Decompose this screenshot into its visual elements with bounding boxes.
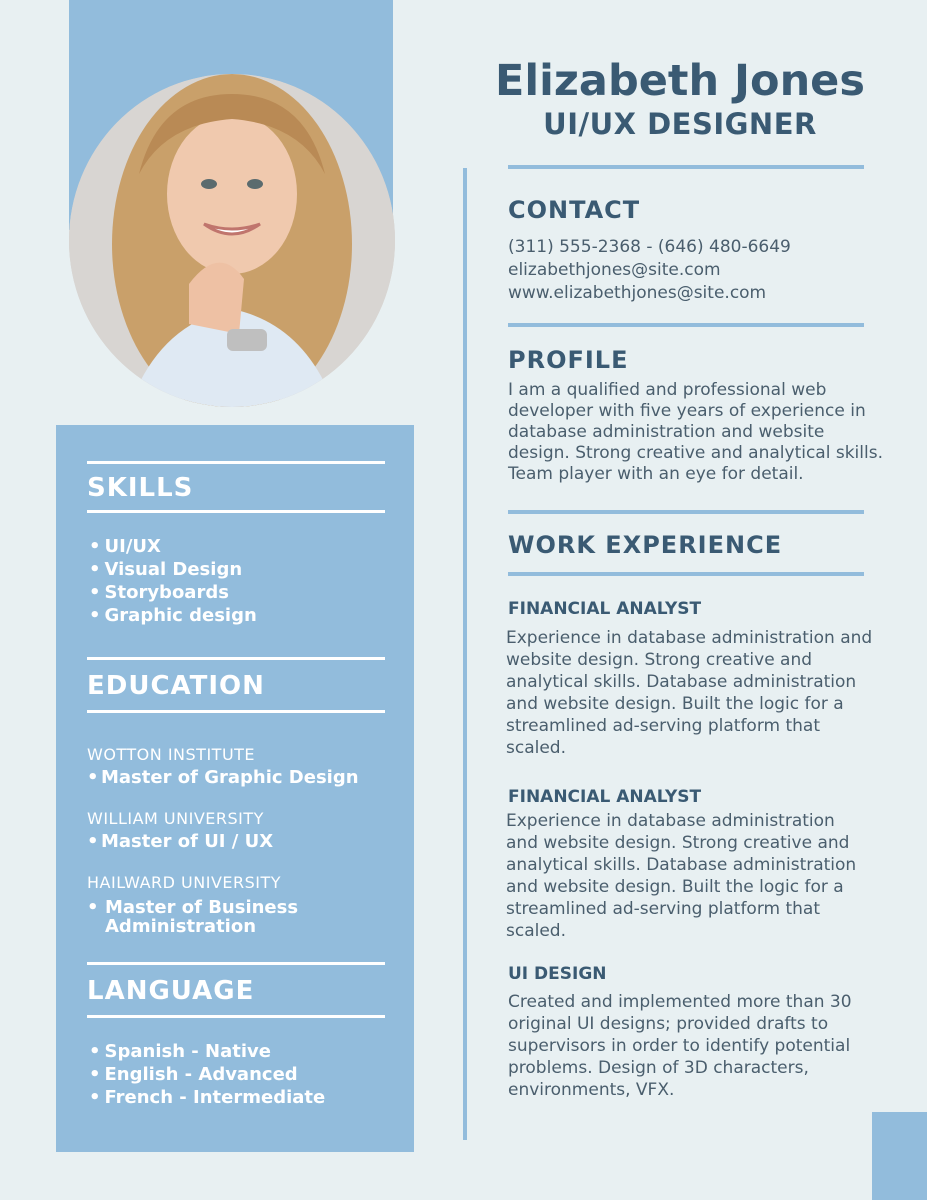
corner-accent-block <box>872 1112 927 1200</box>
contact-website: www.elizabethjones@site.com <box>508 283 767 303</box>
education-degree: • Master of UI / UX <box>87 831 274 852</box>
profile-heading: PROFILE <box>508 346 629 374</box>
job-description: Created and implemented more than 30 original UI designs; provided drafts to supervisors in order to identify potential problems. Design of 3D characters, environments, VFX. <box>508 992 852 1100</box>
work-experience-heading: WORK EXPERIENCE <box>508 531 783 559</box>
education-institution: WILLIAM UNIVERSITY <box>87 809 264 828</box>
divider <box>87 657 385 660</box>
language-item: • English - Advanced <box>89 1063 325 1086</box>
education-institution: HAILWARD UNIVERSITY <box>87 873 282 892</box>
job-description: Experience in database administration and website design. Strong creative and analytical skills. Database administration and website design. Built the logic for a streamlined ad-serving platform that scaled. <box>506 811 857 941</box>
divider <box>87 461 385 464</box>
divider <box>508 572 864 576</box>
language-list <box>89 1040 325 1109</box>
divider <box>87 1015 385 1018</box>
contact-phone: (311) 555-2368 - (646) 480-6649 <box>508 237 791 257</box>
skills-list <box>89 535 257 627</box>
language-item: • French - Intermediate <box>89 1086 325 1109</box>
job-description: Experience in database administration and website design. Strong creative and analytical skills. Database administration and website design. Built the logic for a streamlined ad-serving platform that scaled. <box>506 628 873 758</box>
language-item: • Spanish - Native <box>89 1040 325 1063</box>
sidebar-panel <box>56 425 414 1152</box>
candidate-name: Elizabeth Jones <box>495 56 865 106</box>
job-title: FINANCIAL ANALYST <box>508 787 702 807</box>
education-heading: EDUCATION <box>87 671 265 701</box>
vertical-divider <box>463 168 467 1140</box>
language-heading: LANGUAGE <box>87 976 255 1006</box>
education-degree: • Master of Business Administration <box>87 897 299 937</box>
education-institution: WOTTON INSTITUTE <box>87 745 256 764</box>
divider <box>508 165 864 169</box>
divider <box>87 510 385 513</box>
profile-text: I am a qualified and professional web developer with five years of experience in database administration and website design. Strong creative and analytical skills. Team player with an eye for detail. <box>508 380 883 484</box>
skill-item: • Visual Design <box>89 558 257 581</box>
job-title: FINANCIAL ANALYST <box>508 599 702 619</box>
divider <box>87 962 385 965</box>
skill-item: • Storyboards <box>89 581 257 604</box>
candidate-role: UI/UX DESIGNER <box>543 107 817 141</box>
skills-heading: SKILLS <box>87 473 194 503</box>
contact-email: elizabethjones@site.com <box>508 260 721 280</box>
portrait-photo <box>69 74 395 407</box>
job-title: UI DESIGN <box>508 964 607 984</box>
education-degree: • Master of Graphic Design <box>87 767 359 788</box>
divider <box>87 710 385 713</box>
skill-item: • UI/UX <box>89 535 257 558</box>
skill-item: • Graphic design <box>89 604 257 627</box>
contact-heading: CONTACT <box>508 196 641 224</box>
divider <box>508 510 864 514</box>
divider <box>508 323 864 327</box>
